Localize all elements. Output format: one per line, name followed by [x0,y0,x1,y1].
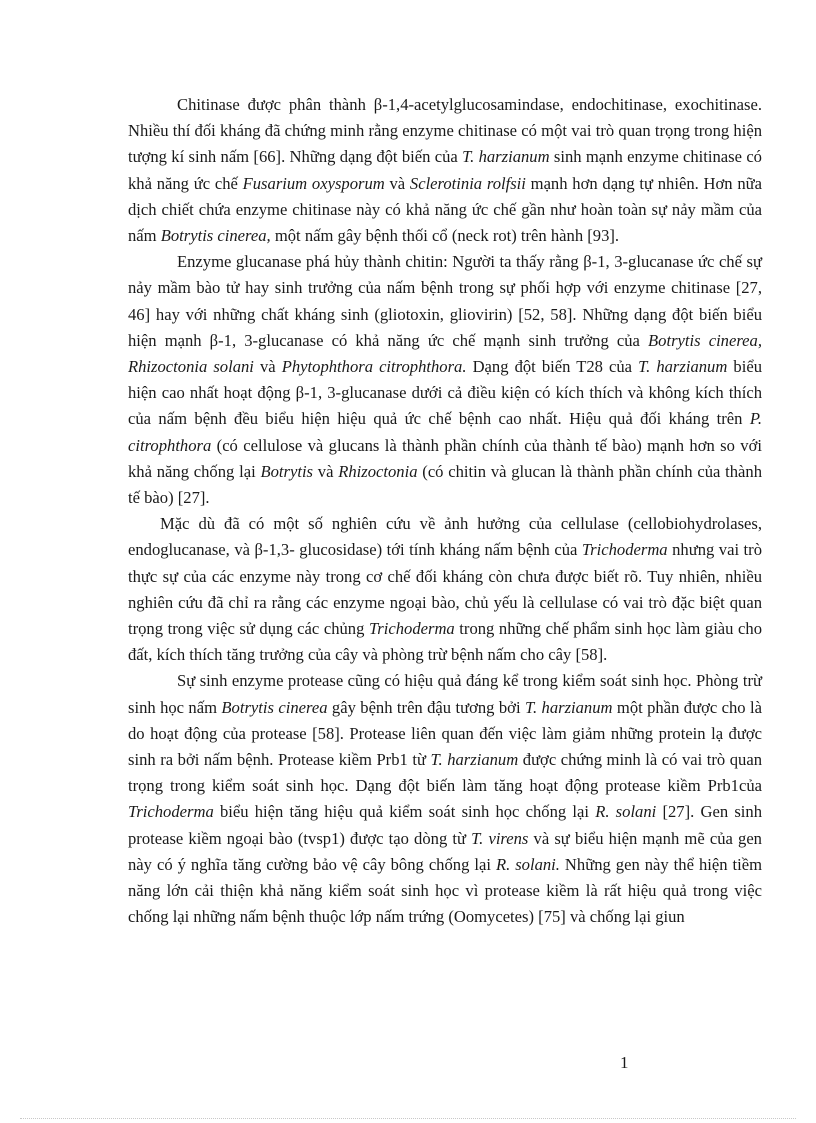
text-run: Sự sinh enzyme protease cũng có hiệu quả đáng kể trong kiểm soát sinh học. Phòng trừ sinh học nấm [128,671,762,717]
text-run: Enzyme glucanase phá hủy thành chitin: Người ta thấy rằng β-1, 3-glucanase ức chế sự nảy mầm bào tử hay sinh trưởng của nấm bệnh trong sự phối hợp với enzyme chitinase [27, 46] hay với những chất kháng sinh (gliotoxin, gliovirin) [52, 58]. Những dạng đột biến biểu hiện mạnh β-1, 3-glucanase có khả năng ức chế mạnh sinh trưởng của [128,252,762,350]
italic-term: Botrytis cinerea [221,697,328,717]
italic-term: T. harzianum [524,697,613,717]
italic-term: Sclerotinia rolfsii [409,173,526,193]
text-run: biểu hiện cao nhất hoạt động β-1, 3-glucanase dưới cả điều kiện có kích thích và không kích thích của nấm bệnh đều biểu hiện hiệu quả ức chế bệnh cao nhất. Hiệu quả đối kháng trên [128,357,762,429]
italic-term: R. solani [595,802,657,822]
text-run: được chứng minh là có vai trò quan trọng trong kiểm soát sinh học. Dạng đột biến làm tăng hoạt động protease kiềm Prb1của [128,750,763,796]
italic-term: Rhizoctonia [338,461,418,481]
text-run: một nấm gây bệnh thối cổ (neck rot) trên hành [93]. [270,226,620,246]
page-number: 1 [620,1053,629,1072]
paragraph [128,511,762,668]
text-run: và [313,461,339,481]
text-run: và sự biểu hiện mạnh mẽ của gen này có ý nghĩa tăng cường bảo vệ cây bông chống lại [128,828,762,874]
italic-term: Trichoderma [581,540,668,560]
italic-term: Botrytis [260,461,314,481]
text-run: và [253,357,282,377]
page-bottom-rule [20,1118,796,1119]
italic-term: T. harzianum [462,147,550,167]
paragraph [128,92,762,249]
italic-term: P. citrophthora [128,409,762,455]
text-run: (có chitin và glucan là thành phần chính của thành tế bào) [27]. [128,461,762,508]
text-run: nhưng vai trò thực sự của các enzyme này trong cơ chế đối kháng còn chưa được biết rõ. Tuy nhiên, nhiều nghiên cứu đã chỉ ra rằng các enzyme ngoại bào, chủ yếu là cellulase có vai trò đặc biệt quan trọng trong việc sử dụng các chủng [128,540,762,639]
italic-term: Trichoderma [128,802,214,822]
italic-term: Fusarium oxysporum [242,173,385,193]
text-run: gây bệnh trên đậu tương bởi [327,697,525,717]
text-run: và [384,173,410,193]
document-body [128,92,762,931]
text-run: [27]. Gen sinh protease kiềm ngoại bào (tvsp1) được tạo dòng từ [128,802,762,848]
italic-term: Botrytis cinerea, Rhizoctonia solani [128,330,762,377]
text-run: mạnh hơn dạng tự nhiên. Hơn nữa dịch chiết chứa enzyme chitinase này có khả năng ức chế gần như hoàn toàn sự nảy mầm của nấm [128,173,762,246]
text-run: biểu hiện tăng hiệu quả kiểm soát sinh học chống lại [213,802,596,822]
italic-term: Botrytis cinerea, [160,226,271,246]
text-run: Dạng đột biến T28 của [466,357,639,377]
text-run: (có cellulose và glucans là thành phần chính của thành tế bào) mạnh hơn so với khả năng chống lại [128,435,762,481]
italic-term: T. virens [471,828,529,848]
text-run: sinh mạnh enzyme chitinase có khả năng ức chế [128,147,762,193]
italic-term: Trichoderma [368,619,455,639]
paragraph [128,249,762,511]
text-run: trong những chế phẩm sinh học làm giàu cho đất, kích thích tăng trưởng của cây và phòng trừ bệnh nấm cho cây [58]. [128,619,762,665]
text-run: Mặc dù đã có một số nghiên cứu về ảnh hưởng của cellulase (cellobiohydrolases, endoglucanase, và β-1,3- glucosidase) tới tính kháng nấm bệnh của [128,514,762,560]
italic-term: T. harzianum [430,750,519,770]
italic-term: R. solani. [495,854,560,874]
text-run: Chitinase được phân thành β-1,4-acetylglucosamindase, endochitinase, exochitinase. Nhiều thí đối kháng đã chứng minh rằng enzyme chitinase có một vai trò quan trọng trong hiện tượng kí sinh nấm [66]. Những dạng đột biến của [128,95,762,167]
text-run: một phần được cho là do hoạt động của protease [58]. Protease liên quan đến việc làm giảm những protein lạ được sinh ra bởi nấm bệnh. Protease kiềm Prb1 từ [128,697,762,770]
italic-term: Phytophthora citrophthora. [281,357,467,377]
italic-term: T. harzianum [638,357,728,377]
paragraph [128,668,762,930]
text-run: Những gen này thể hiện tiềm năng lớn cải thiện khả năng kiểm soát sinh học vì protease kiềm là rất hiệu quả trong việc chống lại những nấm bệnh thuộc lớp nấm trứng (Oomycetes) [75] và chống lại giun [128,854,762,927]
